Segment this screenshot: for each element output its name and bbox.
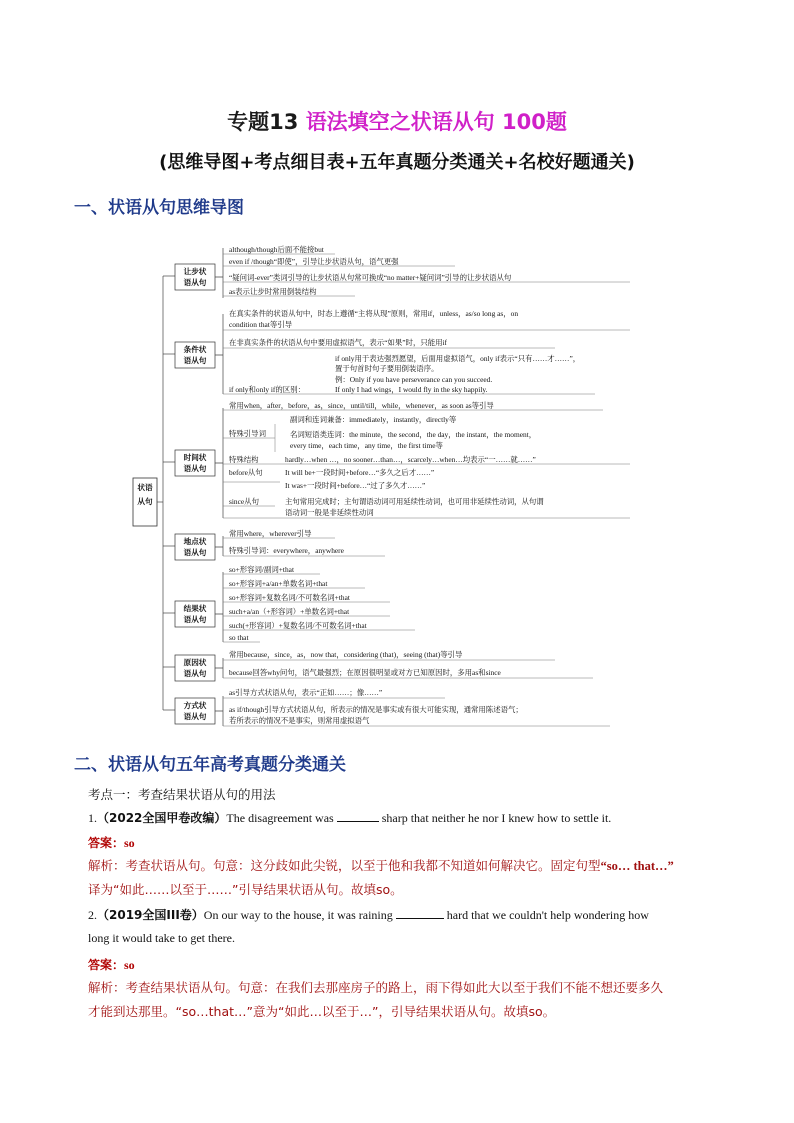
explanation-2: [88, 976, 728, 1024]
answer-label: 答案：: [88, 836, 125, 850]
node-item: 常用where，wherever引导: [229, 529, 312, 538]
answer-blank[interactable]: [396, 918, 444, 919]
node-item: 在非真实条件的状语从句中要用虚拟语气，表示“如果”时，只能用if: [229, 338, 448, 347]
node-item: It was+一段时间+before…“过了多久才……”: [285, 481, 426, 490]
node-item: 语动词一般是非延续性动词: [285, 508, 374, 517]
node-item: 特殊结构: [229, 455, 259, 464]
question-1: [88, 809, 611, 826]
explanation-text: 才能到达那里。“so…that…”意为“如此…以至于…”，引导结果状语从句。故填so。: [88, 1004, 556, 1019]
node-label: 语从句: [183, 712, 207, 721]
page-subtitle: (思维导图+考点细目表+五年真题分类通关+名校好题通关): [159, 152, 635, 173]
node-item: If only I had wings，I would fly in the sky happily.: [335, 385, 488, 394]
explanation-text: 解析：考查结果状语从句。句意：在我们去那座房子的路上，雨下得如此大以至于我们不能不想还要多久: [88, 980, 664, 995]
node-item: although/though后面不能接but: [229, 245, 324, 254]
question-text: sharp that neither he nor I knew how to settle it.: [381, 811, 612, 825]
title-main: 语法填空之状语从句: [305, 110, 495, 134]
node-item: so+形容词+a/an+单数名词+that: [229, 579, 328, 588]
node-item: 副词和连词兼备：immediately，instantly，directly等: [290, 415, 457, 424]
node-item: even if /though“即使”，引导让步状语从句，语气更强: [229, 257, 399, 266]
node-item: so that: [229, 633, 249, 642]
node-label: 语从句: [183, 548, 207, 557]
node-item: since从句: [229, 497, 259, 506]
mindmap-node-result: [163, 565, 415, 642]
node-item: 若所表示的情况不是事实，则常用虚拟语气: [229, 716, 370, 725]
node-item: 常用because，since，as，now that，considering (that)，seeing (that)等引导: [229, 650, 463, 659]
answer-label: 答案：: [88, 958, 125, 972]
mindmap-node-concessive: [163, 245, 630, 298]
question-text: The disagreement was: [226, 811, 334, 825]
answer-blank[interactable]: [337, 821, 379, 822]
node-item: as表示让步时常用倒装结构: [229, 287, 317, 296]
node-label: 语从句: [183, 464, 207, 473]
mindmap-root-label-2: 从句: [137, 497, 153, 506]
node-item: 名词短语类连词：the minute，the second，the day，the instant，the moment，: [290, 430, 537, 439]
explanation-text: 解析：考查状语从句。句意：这分歧如此尖锐，以至于他和我都不知道如何解决它。固定句型: [88, 858, 601, 873]
node-item: “疑问词-ever”类词引导的让步状语从句常可换成“no matter+疑问词”引导的让步状语从句: [229, 273, 512, 282]
node-label: 让步状: [183, 267, 207, 276]
node-item: 主句常用完成时；主句谓语动词可用延续性动词，也可用非延续性动词，从句谓: [285, 497, 544, 506]
node-item: so+形容词/副词+that: [229, 565, 294, 574]
node-item: because回答why问句，语气最强烈；在原因很明显或对方已知原因时，多用as和since: [229, 668, 501, 677]
question-2-continued: long it would take to get there.: [88, 931, 235, 945]
node-item: 例：Only if you have perseverance can you succeed.: [335, 375, 493, 384]
node-label: 地点状: [183, 537, 207, 546]
title-count: 100题: [502, 110, 567, 134]
answer-value: so: [124, 958, 135, 972]
node-item: It will be+一段时间+before…“多久之后才……”: [285, 468, 435, 477]
answer-line-1: [88, 834, 135, 851]
node-label: 语从句: [183, 669, 207, 678]
node-label: 语从句: [183, 615, 207, 624]
question-text: hard that we couldn't help wondering how: [446, 908, 649, 922]
page-title: [0, 106, 794, 136]
mindmap-node-reason: [163, 650, 593, 681]
mind-map: [125, 236, 645, 734]
node-item: if only和only if的区别：: [229, 385, 305, 394]
node-item: 特殊引导词: [229, 429, 266, 438]
node-item: every time，each time，any time，the first time等: [290, 441, 443, 450]
node-label: 方式状: [183, 701, 207, 710]
node-item: so+形容词+复数名词/不可数名词+that: [229, 593, 350, 602]
node-label: 条件状: [183, 345, 207, 354]
question-text: On our way to the house, it was raining: [203, 908, 393, 922]
title-prefix: 专题13: [227, 110, 299, 134]
node-label: 原因状: [183, 658, 207, 667]
question-source: （2022全国甲卷改编）: [97, 811, 227, 825]
question-number: 2.: [88, 908, 97, 922]
node-item: before从句: [229, 468, 263, 477]
node-item: as引导方式状语从句，表示“正如……；像……”: [229, 688, 383, 697]
mindmap-node-conditional: [163, 309, 630, 395]
explanation-pattern: “so… that…”: [600, 859, 674, 873]
node-label: 语从句: [183, 278, 207, 287]
question-2: [88, 906, 649, 923]
node-item: 置于句首时句子要用倒装语序。: [335, 364, 439, 373]
mindmap-node-manner: [163, 688, 610, 726]
node-item: 常用when，after，before，as，since，until/till，while，whenever，as soon as等引导: [229, 401, 494, 410]
kaodian-1: 考点一：考查结果状语从句的用法: [88, 787, 276, 802]
answer-value: so: [124, 836, 135, 850]
explanation-text: 译为“如此……以至于……”引导结果状语从句。故填so。: [88, 882, 403, 897]
node-item: 特殊引导词：everywhere，anywhere: [229, 546, 344, 555]
node-item: if only用于表达强烈愿望，后面用虚拟语气，only if表示“只有……才……”，: [335, 354, 581, 363]
section2-heading: 二、状语从句五年高考真题分类通关: [74, 755, 346, 775]
node-item: condition that等引导: [229, 320, 293, 329]
mindmap-node-place: [163, 529, 385, 560]
mindmap-root-label-1: 状语: [137, 483, 153, 492]
node-item: such(+形容词）+复数名词/不可数名词+that: [229, 621, 367, 630]
answer-line-2: [88, 956, 135, 973]
node-item: 在真实条件的状语从句中，时态上遵循“主将从现”原则，常用if，unless，as/so long as，on: [229, 309, 519, 318]
node-item: as if/though引导方式状语从句，所表示的情况是事实或有很大可能实现，通常用陈述语气；: [229, 705, 523, 714]
node-label: 语从句: [183, 356, 207, 365]
explanation-1: [88, 854, 728, 902]
mindmap-node-time: [163, 401, 630, 518]
question-source: （2019全国III卷）: [97, 908, 204, 922]
node-label: 时间状: [183, 453, 207, 462]
node-item: hardly…when …，no sooner…than…，scarcely…when…均表示“一……就……”: [285, 455, 536, 464]
node-label: 结果状: [183, 604, 207, 613]
node-item: such+a/an（+形容词）+单数名词+that: [229, 607, 350, 616]
section1-heading: 一、状语从句思维导图: [74, 198, 244, 218]
question-number: 1.: [88, 811, 97, 825]
